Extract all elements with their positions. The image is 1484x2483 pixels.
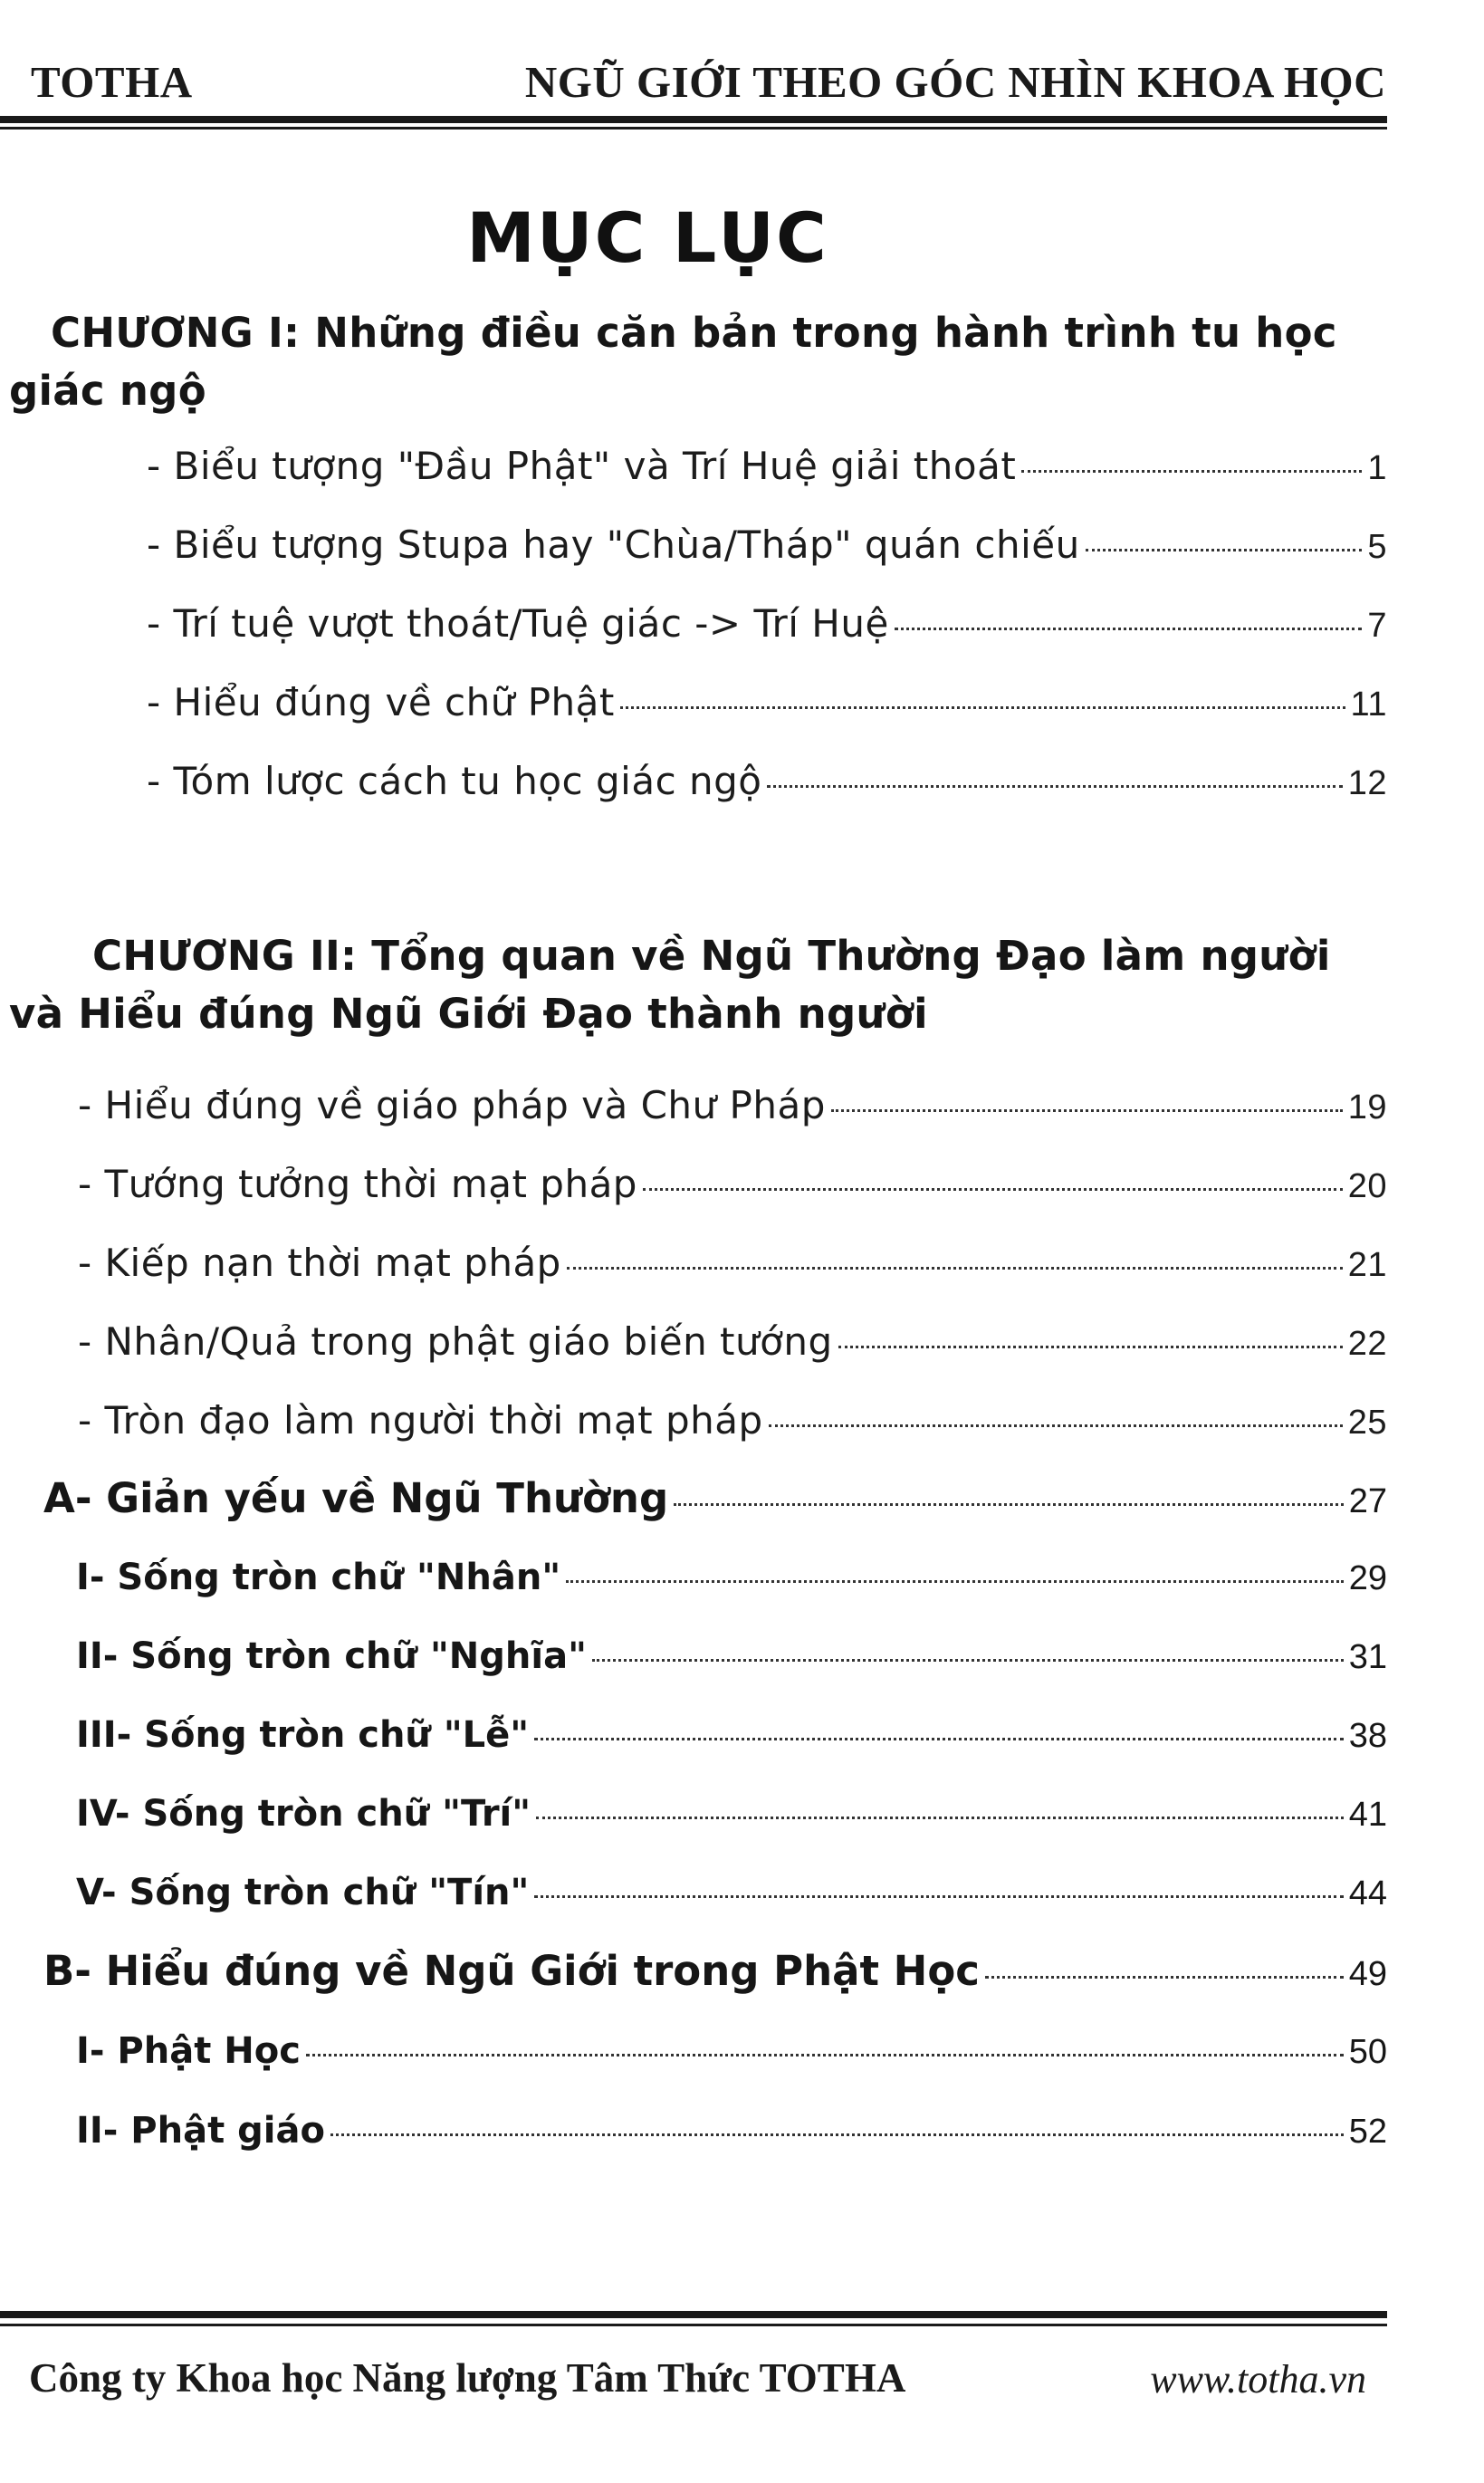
toc-subentry-text: II- Sống tròn chữ "Nghĩa" [76,1635,587,1677]
chapter-2-heading-line1: CHƯƠNG II: Tổng quan về Ngũ Thường Đạo làm người [92,932,1331,980]
dot-leader [306,2054,1344,2056]
toc-subentry-text: I- Sống tròn chữ "Nhân" [76,1557,561,1598]
toc-entry-text: - Biểu tượng "Đầu Phật" và Trí Huệ giải thoát [147,444,1017,488]
toc-subentry-text: V- Sống tròn chữ "Tín" [76,1872,530,1913]
toc-entry[interactable] [78,1241,1387,1285]
toc-entry[interactable] [78,1319,1387,1364]
dot-leader [643,1188,1343,1191]
dot-leader [674,1503,1344,1506]
page-title: MỤC LỤC [466,197,828,278]
running-header-title: NGŨ GIỚI THEO GÓC NHÌN KHOA HỌC [524,57,1386,107]
toc-entry[interactable] [147,680,1387,724]
toc-entry-page: 29 [1348,1559,1387,1597]
toc-subentry[interactable] [76,1872,1387,1913]
toc-entry-page: 27 [1348,1482,1387,1520]
toc-subentry[interactable] [76,1714,1387,1756]
dot-leader [534,1895,1343,1898]
toc-entry-text: - Tướng tưởng thời mạt pháp [78,1162,637,1206]
chapter-1-heading-line1: CHƯƠNG I: Những điều căn bản trong hành trình tu học [51,309,1337,357]
footer-rule-thin [0,2324,1387,2326]
chapter-1-heading-line2: giác ngộ [9,367,206,415]
toc-entry[interactable] [147,601,1387,646]
dot-leader [566,1580,1344,1583]
toc-entry-page: 21 [1347,1246,1387,1284]
toc-entry-page: 1 [1367,449,1387,487]
toc-entry-text: - Nhân/Quả trong phật giáo biến tướng [78,1319,833,1364]
dot-leader [895,628,1363,630]
toc-subentry-text: IV- Sống tròn chữ "Trí" [76,1793,531,1835]
toc-entry-text: - Tóm lược cách tu học giác ngộ [147,759,762,803]
dot-leader [767,785,1342,788]
toc-entry-page: 50 [1348,2033,1387,2071]
toc-entry-page: 38 [1348,1717,1387,1755]
toc-entry-page: 22 [1347,1325,1387,1363]
toc-entry-page: 25 [1347,1404,1387,1442]
toc-entry-page: 41 [1348,1796,1387,1834]
dot-leader [534,1738,1344,1740]
toc-entry[interactable] [147,444,1387,488]
section-a-title: A- Giản yếu về Ngũ Thường [43,1474,669,1522]
footer-rule-thick [0,2311,1387,2318]
toc-entry-page: 5 [1367,528,1387,566]
toc-entry-page: 12 [1347,764,1387,802]
toc-entry-page: 44 [1348,1874,1387,1913]
toc-entry-text: - Hiểu đúng về giáo pháp và Chư Pháp [78,1083,826,1127]
dot-leader [769,1424,1343,1427]
dot-leader [536,1817,1344,1819]
toc-entry-text: - Biểu tượng Stupa hay "Chùa/Tháp" quán chiếu [147,522,1080,567]
toc-entry-text: - Tròn đạo làm người thời mạt pháp [78,1398,763,1443]
dot-leader [620,706,1345,709]
toc-entry[interactable] [147,759,1387,803]
section-b-title: B- Hiểu đúng về Ngũ Giới trong Phật Học [43,1947,980,1995]
toc-entry-text: - Hiểu đúng về chữ Phật [147,680,615,724]
toc-entry-page: 31 [1348,1638,1387,1676]
toc-subentry[interactable] [76,2110,1387,2152]
toc-entry-page: 11 [1350,685,1387,724]
dot-leader [330,2133,1344,2136]
dot-leader [592,1659,1344,1662]
toc-entry-text: - Trí tuệ vượt thoát/Tuệ giác -> Trí Huệ [147,601,889,646]
toc-entry[interactable] [78,1083,1387,1127]
toc-entry[interactable] [78,1398,1387,1443]
toc-entry[interactable] [78,1162,1387,1206]
toc-subentry[interactable] [76,2030,1387,2072]
toc-entry-page: 7 [1367,607,1387,645]
section-b-entry[interactable] [43,1947,1387,1995]
toc-subentry[interactable] [76,1793,1387,1835]
toc-subentry[interactable] [76,1557,1387,1598]
chapter-2-heading-line2: và Hiểu đúng Ngũ Giới Đạo thành người [9,990,928,1038]
dot-leader [831,1109,1343,1112]
toc-subentry[interactable] [76,1635,1387,1677]
toc-entry-page: 49 [1348,1955,1387,1993]
toc-subentry-text: II- Phật giáo [76,2110,325,2152]
dot-leader [567,1267,1343,1270]
running-header-left: TOTHA [31,57,193,107]
section-a-entry[interactable] [43,1474,1387,1522]
footer-website[interactable]: www.totha.vn [1150,2357,1366,2402]
toc-entry-page: 20 [1347,1167,1387,1205]
header-rule-thin [0,127,1387,129]
footer-publisher: Công ty Khoa học Năng lượng Tâm Thức TOTHA [29,2355,906,2401]
dot-leader [1086,549,1363,551]
dot-leader [985,1976,1344,1979]
dot-leader [1021,470,1362,473]
toc-entry-page: 52 [1348,2113,1387,2151]
toc-subentry-text: I- Phật Học [76,2030,301,2072]
toc-entry[interactable] [147,522,1387,567]
header-rule-thick [0,116,1387,123]
toc-subentry-text: III- Sống tròn chữ "Lễ" [76,1714,530,1756]
dot-leader [838,1346,1343,1348]
toc-entry-text: - Kiếp nạn thời mạt pháp [78,1241,561,1285]
toc-entry-page: 19 [1347,1088,1387,1126]
